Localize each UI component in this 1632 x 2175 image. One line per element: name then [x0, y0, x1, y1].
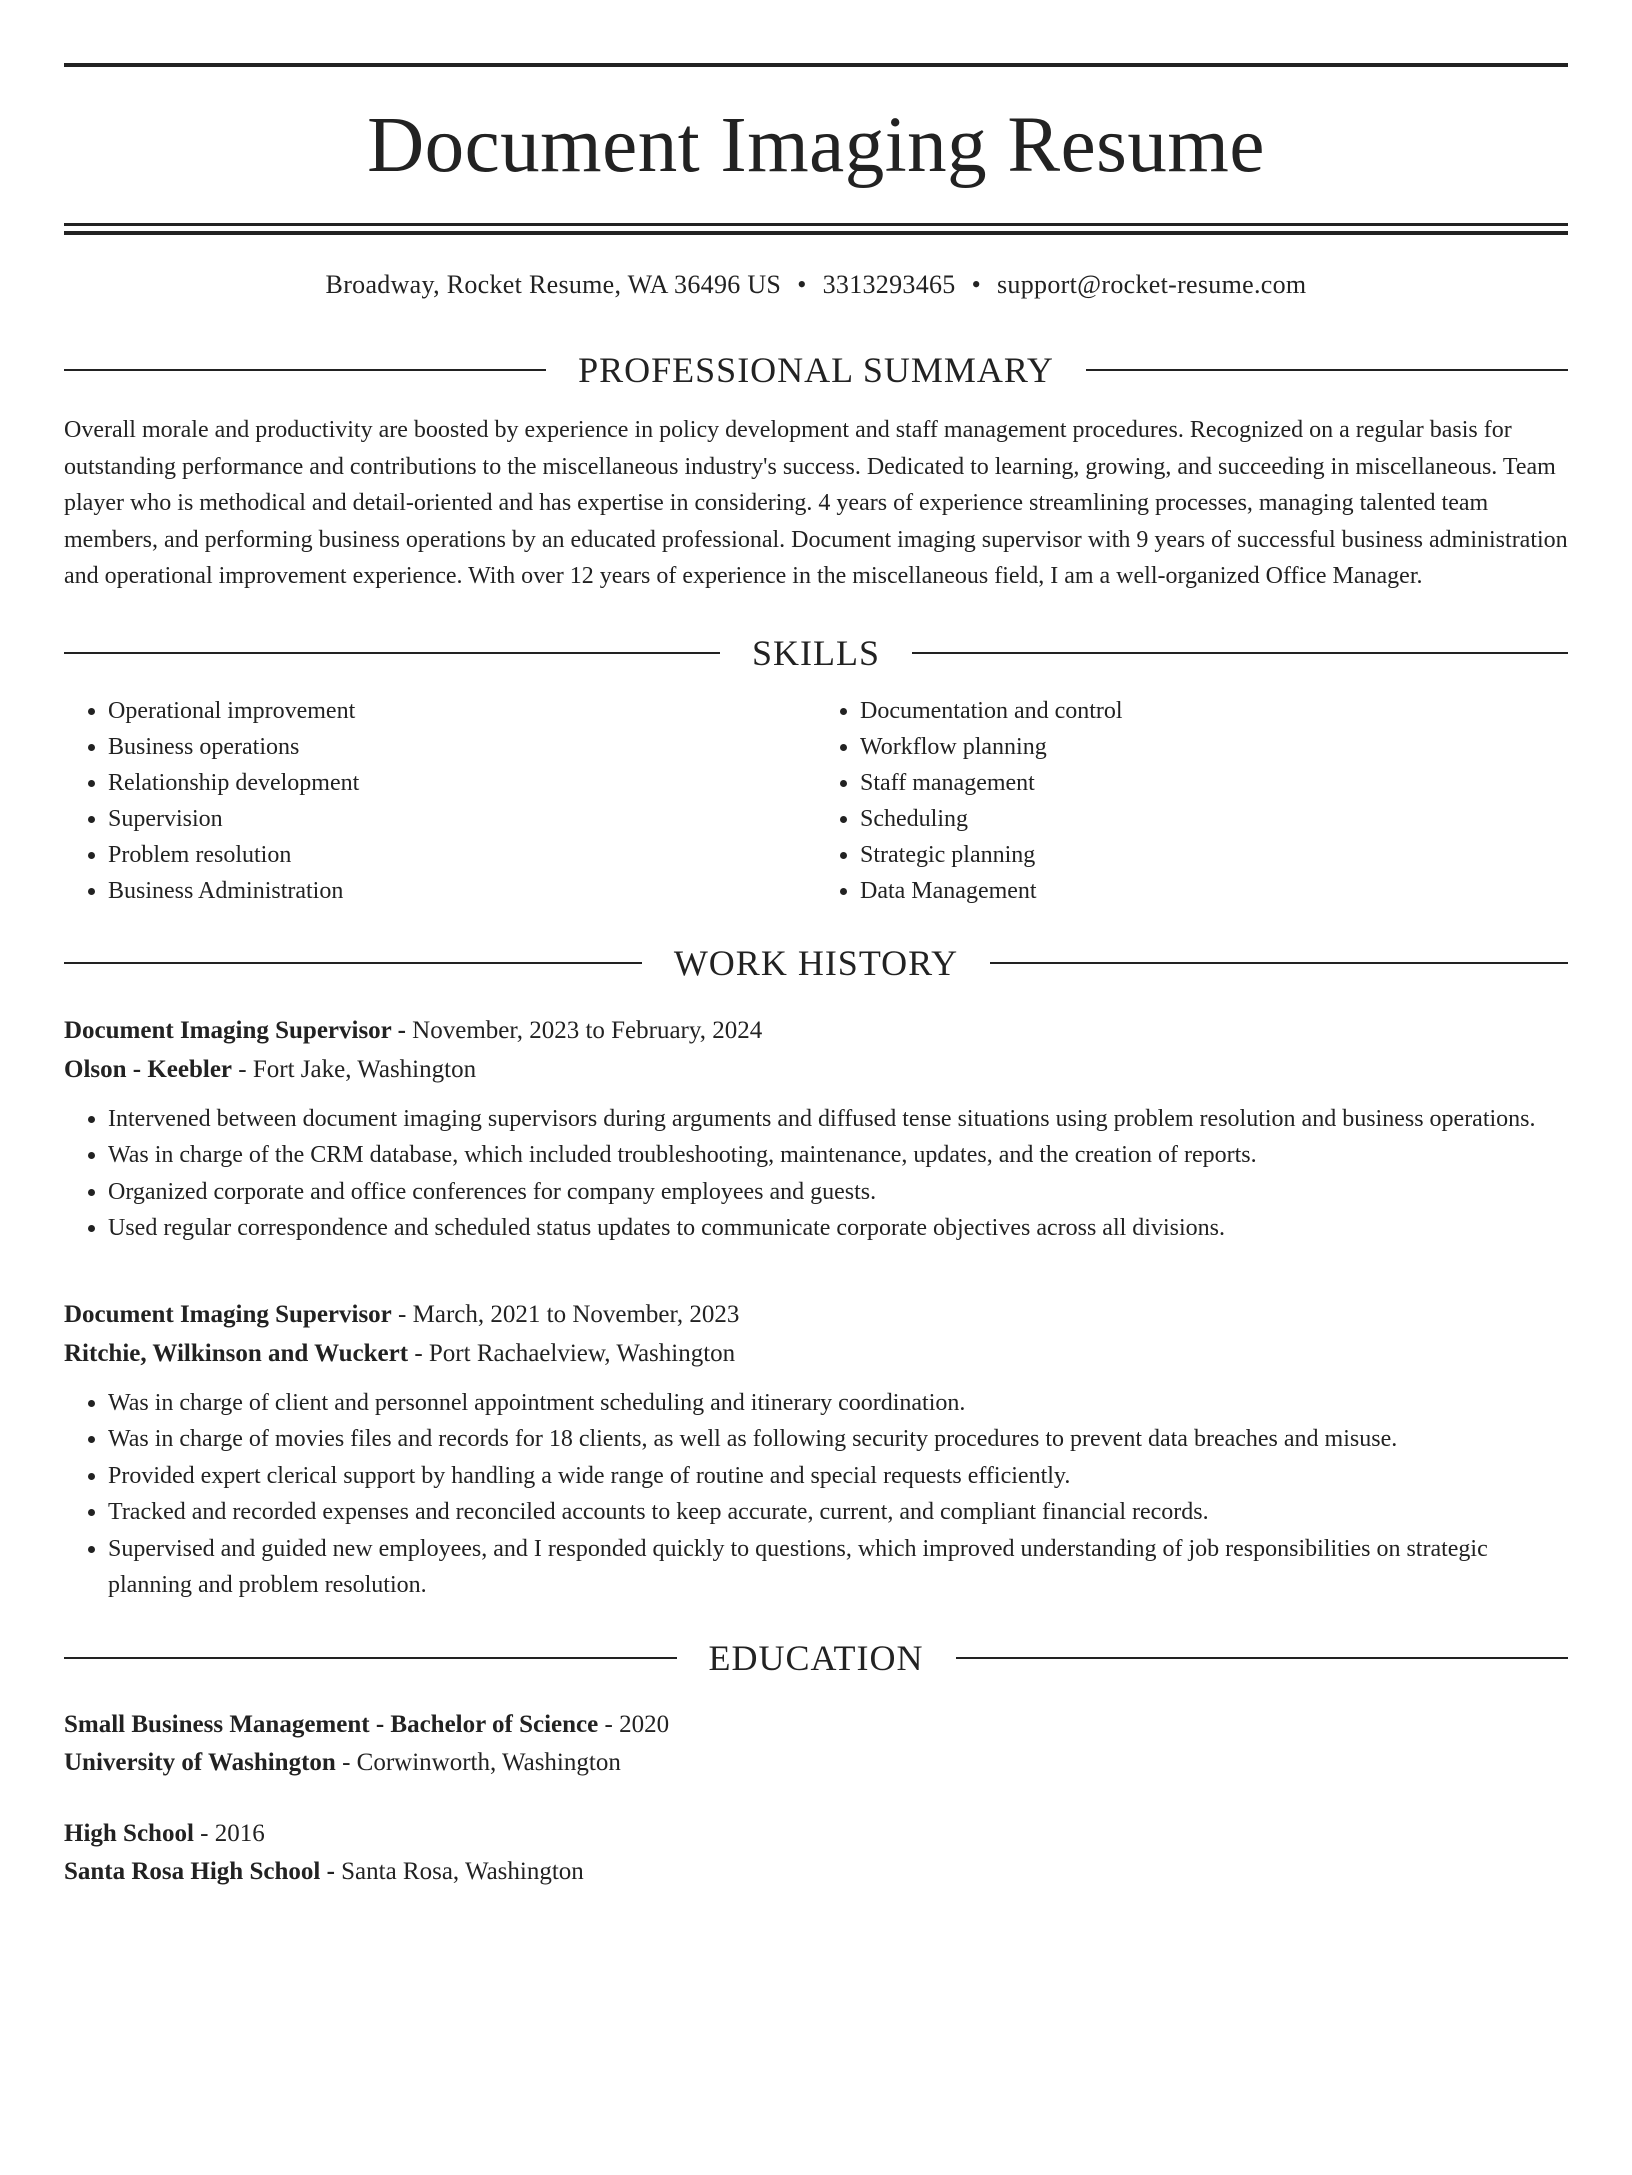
skill-item: • Operational improvement: [108, 693, 816, 729]
job-dates: November, 2023 to February, 2024: [412, 1016, 763, 1044]
job-entry: [64, 1295, 1568, 1604]
summary-text: Overall morale and productivity are boosted by experience in policy development and staff management procedures. Recognized on a regular basis for outstanding performance and contributions to the miscellaneous industry's success. Dedicated to learning, growing, and succeeding in miscellaneous. Team player who is methodical and detail-oriented and has expertise in considering. 4 years of experience streamlining processes, managing talented team members, and performing business operations by an educated professional. Document imaging supervisor with 9 years of successful business administration and operational improvement experience. With over 12 years of experience in the miscellaneous field, I am a well-organized Office Manager.: [64, 417, 1568, 589]
skills-heading-label: SKILLS: [752, 632, 881, 673]
job-title: Document Imaging Supervisor: [64, 1016, 392, 1044]
job-entry: [64, 1011, 1568, 1247]
work-history-heading: [64, 941, 1568, 985]
education-degree-line: High School - 2016: [64, 1819, 265, 1847]
job-dates: March, 2021 to November, 2023: [412, 1300, 740, 1328]
heading-rule-left: [64, 652, 720, 654]
skill-item: • Business Administration: [108, 873, 816, 909]
skill-item: • Business operations: [108, 729, 816, 765]
skill-item: • Documentation and control: [860, 693, 1568, 729]
contact-separator: •: [797, 270, 807, 299]
skill-item: • Data Management: [860, 873, 1568, 909]
heading-rule-right: [990, 962, 1568, 964]
job-bullet: • Used regular correspondence and scheduled status updates to communicate corporate objectives across all divisions.: [108, 1210, 1568, 1247]
education-entry: [64, 1815, 1568, 1891]
education-year: 2016: [214, 1819, 265, 1847]
education-heading: [64, 1636, 1568, 1680]
top-rule: [64, 63, 1568, 67]
job-bullets: [64, 1101, 1568, 1247]
job-bullet: • Was in charge of the CRM database, which included troubleshooting, maintenance, updates, and the creation of reports.: [108, 1137, 1568, 1174]
contact-separator: •: [971, 270, 982, 299]
education-degree-line: Small Business Management - Bachelor of Science - 2020: [64, 1710, 670, 1738]
skill-item: • Problem resolution: [108, 837, 816, 873]
job-bullet: • Organized corporate and office conferences for company employees and guests.: [108, 1174, 1568, 1211]
heading-rule-right: [1086, 369, 1568, 371]
job-bullets: [64, 1385, 1568, 1604]
summary-heading-label: PROFESSIONAL SUMMARY: [578, 350, 1054, 390]
work-history-heading-label: WORK HISTORY: [673, 942, 959, 983]
job-location: Fort Jake, Washington: [252, 1055, 477, 1083]
education-school-line: University of Washington - Corwinworth, Washington: [64, 1748, 621, 1776]
job-location: Port Rachaelview, Washington: [428, 1339, 736, 1367]
heading-rule-left: [64, 1657, 677, 1659]
page-title: Document Imaging Resume: [367, 102, 1265, 189]
job-title: Document Imaging Supervisor: [64, 1300, 392, 1328]
education-year: 2020: [619, 1710, 670, 1738]
skill-item: • Supervision: [108, 801, 816, 837]
education-location: Santa Rosa, Washington: [341, 1857, 584, 1885]
education-school-line: Santa Rosa High School - Santa Rosa, Washington: [64, 1857, 584, 1885]
heading-rule-right: [956, 1657, 1569, 1659]
job-title-line: Document Imaging Supervisor - November, 2023 to February, 2024: [64, 1016, 763, 1044]
job-title-line: Document Imaging Supervisor - March, 2021 to November, 2023: [64, 1300, 740, 1328]
contact-address: Broadway, Rocket Resume, WA 36496 US: [325, 270, 782, 299]
job-company-line: Ritchie, Wilkinson and Wuckert - Port Rachaelview, Washington: [64, 1339, 736, 1367]
contact-email: support@rocket-resume.com: [997, 270, 1307, 299]
job-bullet: • Supervised and guided new employees, and I responded quickly to questions, which improved understanding of job responsibilities on strategic planning and problem resolution.: [108, 1531, 1568, 1604]
job-bullet: • Tracked and recorded expenses and reconciled accounts to keep accurate, current, and compliant financial records.: [108, 1494, 1568, 1531]
education-school: University of Washington: [64, 1748, 336, 1776]
skill-item: • Staff management: [860, 765, 1568, 801]
title-double-rule: [64, 223, 1568, 235]
skills-heading: [64, 631, 1568, 675]
job-company-line: Olson - Keebler - Fort Jake, Washington: [64, 1055, 477, 1083]
skill-item: • Strategic planning: [860, 837, 1568, 873]
education-degree: Small Business Management - Bachelor of Science: [64, 1710, 599, 1738]
resume-page: [0, 63, 1632, 2175]
job-bullet: • Provided expert clerical support by handling a wide range of routine and special requests efficiently.: [108, 1458, 1568, 1495]
job-bullet: • Intervened between document imaging supervisors during arguments and diffused tense situations using problem resolution and business operations.: [108, 1101, 1568, 1138]
contact-phone: 3313293465: [822, 270, 956, 299]
job-bullet: • Was in charge of movies files and records for 18 clients, as well as following security procedures to prevent data breaches and misuse.: [108, 1421, 1568, 1458]
education-degree: High School: [64, 1819, 194, 1847]
heading-rule-right: [912, 652, 1568, 654]
skill-item: • Workflow planning: [860, 729, 1568, 765]
summary-heading: [64, 348, 1568, 392]
education-school: Santa Rosa High School: [64, 1857, 321, 1885]
skills-column-right: [816, 693, 1568, 909]
education-heading-label: EDUCATION: [708, 1637, 924, 1678]
education-entry: [64, 1706, 1568, 1782]
education-location: Corwinworth, Washington: [356, 1748, 621, 1776]
heading-rule-left: [64, 369, 546, 371]
skill-item: • Scheduling: [860, 801, 1568, 837]
skill-item: • Relationship development: [108, 765, 816, 801]
job-company: Olson - Keebler: [64, 1055, 233, 1083]
skills-column-left: [64, 693, 816, 909]
skills-list: [64, 693, 1568, 909]
heading-rule-left: [64, 962, 642, 964]
contact-line: [64, 268, 1568, 302]
job-company: Ritchie, Wilkinson and Wuckert: [64, 1339, 409, 1367]
job-bullet: • Was in charge of client and personnel appointment scheduling and itinerary coordination.: [108, 1385, 1568, 1422]
